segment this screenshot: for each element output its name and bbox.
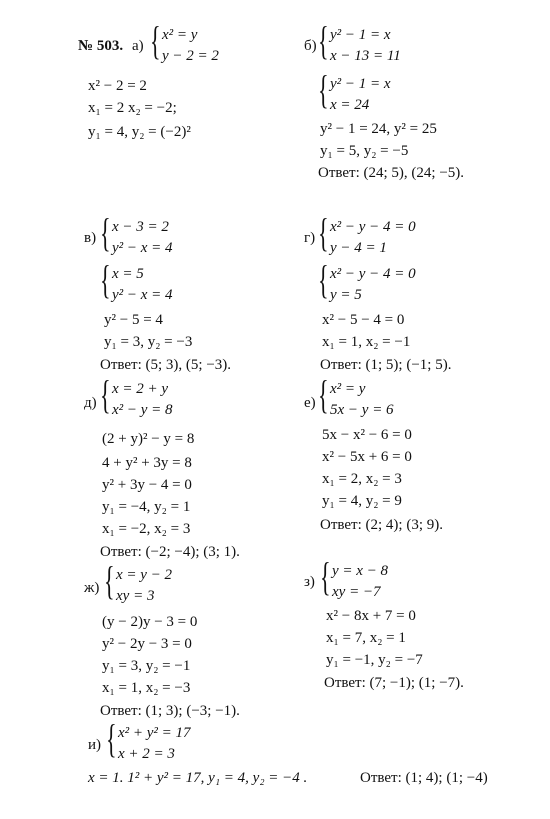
brace-icon: {	[318, 210, 329, 255]
system-eq: x = 2 + y	[112, 381, 169, 397]
step: x₁ = −2, x₂ = 3	[102, 521, 191, 537]
brace-icon: {	[100, 372, 111, 417]
system-eq: y² − x = 4	[112, 240, 173, 256]
part-label-a: а)	[132, 38, 144, 54]
step: x² − 5x + 6 = 0	[322, 449, 412, 465]
system-eq: y − 4 = 1	[330, 240, 387, 256]
system-eq: x = y − 2	[116, 567, 173, 583]
step: y₁ = 4, y₂ = (−2)²	[88, 124, 191, 140]
step: 5x − x² − 6 = 0	[322, 427, 412, 443]
part-label-e: е)	[304, 395, 316, 411]
system-eq: y² − x = 4	[112, 287, 173, 303]
brace-icon: {	[100, 257, 111, 302]
system-eq: 5x − y = 6	[330, 402, 394, 418]
answer: Ответ: (7; −1); (1; −7).	[324, 675, 464, 691]
system-eq: x − 13 = 11	[330, 48, 401, 64]
step: x² − 2 = 2	[88, 78, 147, 94]
system-eq: x² − y − 4 = 0	[330, 266, 416, 282]
brace-icon: {	[106, 716, 117, 761]
answer: Ответ: (24; 5), (24; −5).	[318, 165, 465, 181]
step: y₁ = 3, y₂ = −1	[102, 658, 191, 674]
brace-icon: {	[320, 554, 331, 599]
answer: Ответ: (1; 3); (−3; −1).	[100, 703, 240, 719]
step: x² − 5 − 4 = 0	[322, 312, 405, 328]
answer: Ответ: (5; 3), (5; −3).	[100, 357, 232, 373]
part-label-v: в)	[84, 230, 97, 246]
system-eq: y = 5	[330, 287, 362, 303]
brace-icon: {	[318, 372, 329, 417]
system-eq: xy = −7	[332, 584, 381, 600]
answer: Ответ: (1; 5); (−1; 5).	[320, 357, 452, 373]
system-eq: x² = y	[330, 381, 366, 397]
part-label-d: д)	[84, 395, 97, 411]
step: y₁ = 4, y₂ = 9	[322, 493, 402, 509]
brace-icon: {	[318, 67, 329, 112]
step: x₁ = 1, x₂ = −3	[102, 680, 191, 696]
answer: Ответ: (1; 4); (1; −4)	[360, 770, 488, 786]
step: y₁ = −1, y₂ = −7	[326, 652, 423, 668]
step: y² − 1 = 24, y² = 25	[320, 121, 437, 137]
system-eq: x = 24	[330, 97, 370, 113]
step: y₁ = 3, y₂ = −3	[104, 334, 193, 350]
answer: Ответ: (−2; −4); (3; 1).	[100, 544, 240, 560]
step: x₁ = 1, x₂ = −1	[322, 334, 411, 350]
brace-icon: {	[100, 210, 111, 255]
solution-line: x = 1. 1² + y² = 17, y₁ = 4, y₂ = −4 .	[88, 770, 308, 786]
step: 4 + y² + 3y = 8	[102, 455, 192, 471]
system-eq: x² − y − 4 = 0	[330, 219, 416, 235]
part-label-g: г)	[304, 230, 316, 246]
answer: Ответ: (2; 4); (3; 9).	[320, 517, 443, 533]
step: y² − 5 = 4	[104, 312, 163, 328]
part-label-z: з)	[304, 574, 315, 590]
system-eq: y² − 1 = x	[330, 27, 391, 43]
system-eq: x = 5	[112, 266, 144, 282]
brace-icon: {	[318, 18, 329, 63]
system-eq: x − 3 = 2	[112, 219, 169, 235]
step: x₁ = 2 x₂ = −2;	[88, 100, 177, 116]
part-label-i: и)	[88, 737, 102, 753]
part-label-zh: ж)	[84, 580, 100, 596]
system-eq: x² = y	[162, 27, 198, 43]
step: (y − 2)y − 3 = 0	[102, 614, 198, 630]
system-eq: xy = 3	[116, 588, 155, 604]
step: x₁ = 2, x₂ = 3	[322, 471, 402, 487]
system-eq: x + 2 = 3	[118, 746, 175, 762]
system-eq: x² + y² = 17	[118, 725, 191, 741]
step: y₁ = 5, y₂ = −5	[320, 143, 409, 159]
problem-number: № 503.	[78, 38, 124, 54]
part-label-b: б)	[304, 38, 317, 54]
system-eq: x² − y = 8	[112, 402, 173, 418]
brace-icon: {	[150, 18, 161, 63]
step: x₁ = 7, x₂ = 1	[326, 630, 406, 646]
brace-icon: {	[318, 257, 329, 302]
system-eq: y = x − 8	[332, 563, 389, 579]
step: y² − 2y − 3 = 0	[102, 636, 192, 652]
step: (2 + y)² − y = 8	[102, 431, 195, 447]
system-eq: y² − 1 = x	[330, 76, 391, 92]
step: x² − 8x + 7 = 0	[326, 608, 416, 624]
step: y² + 3y − 4 = 0	[102, 477, 192, 493]
step: y₁ = −4, y₂ = 1	[102, 499, 191, 515]
brace-icon: {	[104, 558, 115, 603]
system-eq: y − 2 = 2	[162, 48, 219, 64]
